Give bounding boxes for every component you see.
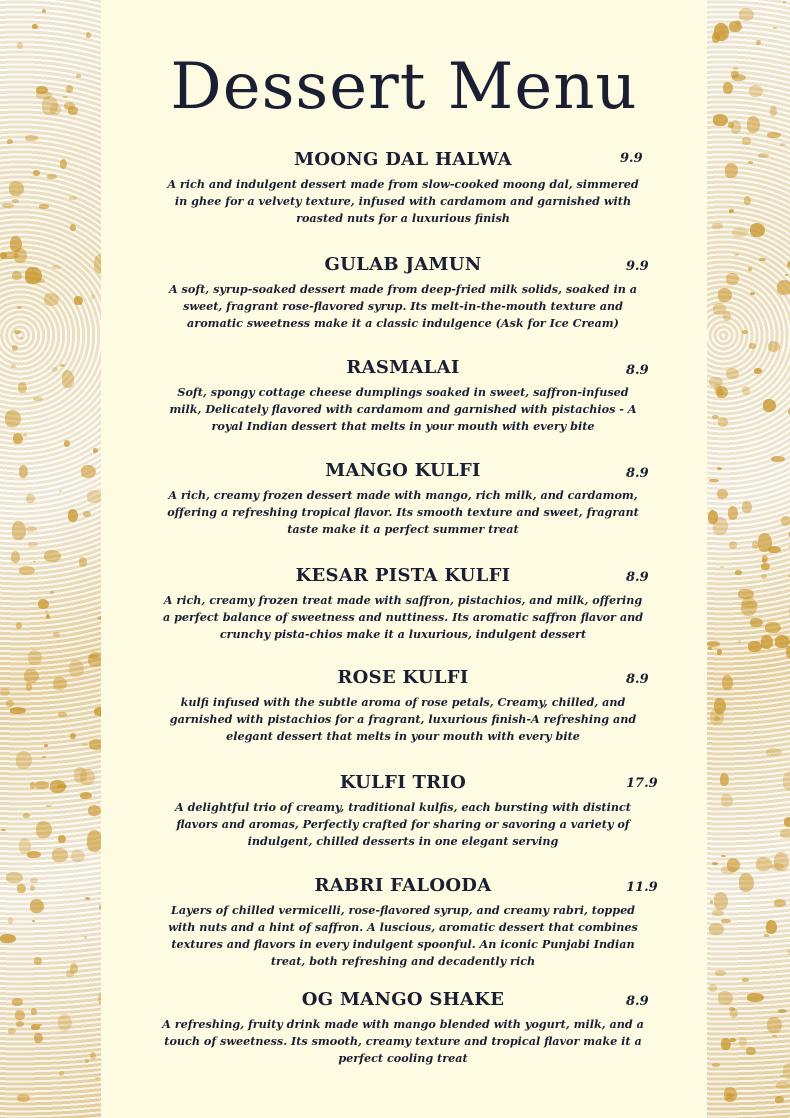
menu-item: [160, 148, 646, 227]
gold-fleck: [721, 855, 725, 857]
gold-fleck: [8, 917, 13, 924]
gold-fleck: [36, 821, 51, 838]
gold-fleck: [1, 829, 5, 831]
gold-fleck: [764, 934, 769, 936]
item-description: A rich and indulgent dessert made from slow-cooked moong dal, simmered in ghee for a velvety texture, infused with cardamom and garnished with roasted nuts for a luxurious finish: [167, 177, 639, 225]
gold-fleck: [13, 433, 24, 443]
gold-fleck: [709, 984, 717, 993]
gold-fleck: [12, 199, 19, 203]
gold-fleck: [709, 479, 718, 483]
gold-fleck: [723, 82, 733, 94]
gold-fleck: [91, 294, 96, 300]
item-name: MOONG DAL HALWA: [294, 149, 512, 170]
item-price: 8.9: [626, 363, 649, 378]
gold-fleck: [82, 743, 87, 746]
gold-fleck: [33, 170, 39, 176]
gold-fleck: [781, 516, 790, 526]
gold-fleck: [52, 265, 60, 269]
gold-fleck: [10, 707, 27, 714]
gold-fleck: [66, 970, 74, 976]
gold-fleck: [88, 652, 101, 666]
gold-fleck: [17, 884, 25, 894]
gold-fleck: [713, 517, 729, 536]
gold-fleck: [53, 677, 66, 689]
gold-fleck: [32, 920, 35, 922]
menu-item: [160, 356, 649, 435]
gold-fleck: [62, 370, 75, 388]
gold-fleck: [761, 563, 770, 569]
gold-fleck: [756, 857, 772, 872]
gold-fleck: [19, 566, 35, 575]
gold-marble-border-left: [0, 0, 101, 1118]
gold-fleck: [35, 781, 49, 789]
gold-fleck: [33, 397, 44, 402]
gold-fleck: [742, 978, 748, 982]
gold-fleck: [17, 1094, 29, 1102]
gold-fleck: [771, 863, 784, 870]
gold-fleck: [747, 116, 760, 133]
gold-fleck: [6, 872, 23, 883]
gold-fleck: [746, 1047, 756, 1055]
gold-fleck: [60, 159, 67, 169]
gold-fleck: [741, 597, 757, 616]
gold-fleck: [738, 589, 753, 599]
item-name: KULFI TRIO: [339, 772, 467, 793]
gold-fleck: [766, 920, 777, 933]
gold-fleck: [26, 526, 38, 532]
gold-fleck: [64, 440, 70, 447]
gold-fleck: [59, 1071, 64, 1076]
gold-fleck: [26, 494, 35, 503]
gold-fleck: [733, 67, 738, 70]
gold-fleck: [89, 739, 101, 750]
gold-fleck: [774, 899, 787, 907]
gold-fleck: [758, 533, 772, 552]
item-description: A delightful trio of creamy, traditional kulfis, each bursting with distinct flavors and aromas, Perfectly crafted for sharing or savoring a variety of indulgent, chilled desserts in one elegant serving: [175, 800, 631, 848]
gold-fleck: [52, 367, 59, 372]
gold-fleck: [44, 293, 59, 306]
gold-fleck: [69, 196, 77, 200]
item-description: A soft, syrup-soaked dessert made from deep-fried milk solids, soaked in a sweet, fragrant rose-flavored syrup. Its melt-in-the-mouth texture and aromatic sweetness make it a classic indulgence (Ask for Ice Cream): [168, 282, 638, 330]
gold-fleck: [87, 490, 101, 504]
gold-fleck: [30, 885, 35, 891]
gold-fleck: [714, 384, 722, 392]
gold-fleck: [30, 782, 36, 789]
gold-fleck: [750, 223, 765, 237]
gold-marble-border-right: [707, 0, 790, 1118]
gold-fleck: [707, 641, 719, 647]
gold-fleck: [30, 899, 44, 913]
gold-fleck: [15, 1010, 25, 1020]
gold-fleck: [721, 1038, 731, 1050]
gold-fleck: [749, 343, 756, 349]
gold-fleck: [23, 813, 30, 818]
item-name: MANGO KULFI: [325, 460, 481, 481]
gold-fleck: [714, 892, 728, 910]
gold-fleck: [7, 139, 13, 145]
gold-fleck: [721, 794, 733, 808]
gold-fleck: [71, 850, 85, 862]
gold-fleck: [747, 993, 763, 1001]
gold-fleck: [31, 1024, 39, 1029]
menu-item: [160, 253, 649, 332]
item-name: OG MANGO SHAKE: [301, 989, 505, 1010]
gold-fleck: [46, 805, 53, 808]
gold-fleck: [16, 622, 22, 629]
menu-title: Dessert Menu: [170, 50, 638, 124]
item-price: 17.9: [626, 776, 658, 791]
gold-fleck: [717, 489, 728, 499]
gold-fleck: [720, 773, 729, 786]
item-price: 8.9: [626, 466, 649, 481]
gold-fleck: [717, 649, 722, 655]
gold-fleck: [718, 288, 732, 302]
gold-fleck: [767, 1017, 782, 1034]
gold-fleck: [81, 465, 96, 479]
gold-fleck: [742, 386, 750, 395]
gold-fleck: [32, 24, 38, 29]
gold-fleck: [761, 574, 766, 578]
item-description: A rich, creamy frozen dessert made with mango, rich milk, and cardamom, offering a refreshing tropical flavor. Its smooth texture and sweet, fragrant taste make it a perfect summer treat: [167, 488, 639, 536]
gold-fleck: [717, 467, 722, 470]
item-name: RABRI FALOODA: [314, 875, 492, 896]
gold-fleck: [17, 42, 23, 50]
gold-fleck: [773, 27, 778, 29]
gold-fleck: [69, 660, 84, 677]
gold-fleck: [754, 368, 762, 374]
gold-fleck: [95, 1077, 100, 1079]
item-name: ROSE KULFI: [337, 667, 469, 688]
gold-fleck: [709, 923, 724, 936]
gold-fleck: [85, 1059, 89, 1063]
menu-item: [160, 874, 658, 970]
gold-fleck: [726, 273, 738, 285]
gold-fleck: [38, 599, 49, 609]
gold-fleck: [783, 1063, 790, 1079]
gold-fleck: [58, 835, 66, 843]
gold-fleck: [734, 253, 739, 256]
gold-fleck: [778, 1009, 787, 1013]
gold-fleck: [714, 716, 720, 721]
gold-fleck: [0, 934, 15, 943]
gold-fleck: [47, 174, 58, 179]
gold-fleck: [728, 122, 734, 128]
gold-fleck: [750, 292, 755, 295]
gold-fleck: [761, 635, 773, 648]
item-description: A rich, creamy frozen treat made with saffron, pistachios, and milk, offering a perfect balance of sweetness and nuttiness. Its aromatic saffron flavor and crunchy pista-chios make it a luxurious, indulgent dessert: [162, 593, 644, 641]
gold-fleck: [720, 566, 724, 568]
gold-fleck: [758, 153, 769, 158]
gold-fleck: [53, 632, 60, 637]
gold-fleck: [5, 410, 20, 427]
gold-fleck: [718, 417, 728, 427]
gold-fleck: [783, 771, 790, 790]
gold-fleck: [723, 311, 730, 321]
gold-fleck: [80, 792, 92, 799]
item-price: 11.9: [626, 880, 658, 895]
gold-fleck: [8, 1028, 16, 1034]
item-name: GULAB JAMUN: [324, 254, 482, 275]
gold-fleck: [742, 501, 752, 513]
gold-fleck: [19, 337, 23, 339]
gold-fleck: [84, 936, 87, 939]
gold-fleck: [16, 1021, 24, 1027]
gold-fleck: [756, 40, 761, 45]
gold-fleck: [25, 135, 38, 140]
gold-fleck: [58, 712, 67, 717]
gold-fleck: [708, 647, 712, 650]
gold-fleck: [19, 838, 31, 855]
gold-fleck: [12, 521, 26, 541]
item-name: RASMALAI: [346, 357, 460, 378]
gold-fleck: [45, 610, 48, 613]
gold-fleck: [94, 254, 101, 274]
gold-fleck: [12, 345, 18, 351]
gold-fleck: [12, 271, 22, 280]
gold-fleck: [739, 8, 754, 21]
item-description: Layers of chilled vermicelli, rose-flavored syrup, and creamy rabri, topped with nuts and a hint of saffron. A luscious, aromatic dessert that combines textures and flavors in every indulgent spoonful. An iconic Punjabi Indian treat, both refreshing and decadently rich: [168, 903, 638, 968]
gold-fleck: [36, 278, 44, 283]
gold-fleck: [759, 258, 765, 261]
gold-fleck: [23, 433, 27, 437]
gold-fleck: [10, 236, 22, 252]
gold-fleck: [725, 163, 738, 178]
item-description: Soft, spongy cottage cheese dumplings soaked in sweet, saffron-infused milk, Delicately flavored with cardamom and garnished with pistachios - A royal Indian dessert that melts in your mouth with every bite: [169, 385, 637, 433]
gold-fleck: [776, 1082, 790, 1089]
gold-fleck: [772, 1035, 777, 1038]
gold-fleck: [735, 570, 743, 575]
item-price: 9.9: [626, 259, 649, 274]
gold-fleck: [34, 957, 42, 965]
gold-fleck: [712, 910, 723, 916]
gold-fleck: [713, 114, 728, 127]
gold-fleck: [763, 399, 776, 412]
gold-fleck: [785, 274, 788, 275]
gold-fleck: [710, 900, 713, 905]
gold-fleck: [9, 181, 25, 196]
gold-fleck: [721, 919, 731, 923]
gold-fleck: [46, 614, 50, 618]
gold-fleck: [60, 364, 65, 367]
gold-fleck: [50, 103, 61, 115]
gold-fleck: [94, 707, 101, 716]
gold-fleck: [50, 591, 54, 593]
gold-fleck: [68, 509, 78, 522]
gold-fleck: [738, 640, 741, 643]
gold-fleck: [748, 267, 752, 271]
gold-fleck: [27, 851, 40, 858]
gold-fleck: [11, 551, 20, 563]
item-description: A refreshing, fruity drink made with mango blended with yogurt, milk, and a touch of sweetness. Its smooth, creamy texture and tropical flavor make it a perfect cooling treat: [162, 1017, 644, 1065]
gold-fleck: [722, 675, 734, 690]
gold-fleck: [739, 873, 754, 892]
gold-fleck: [748, 641, 762, 652]
gold-fleck: [19, 465, 28, 477]
item-price: 8.9: [626, 570, 649, 585]
gold-fleck: [74, 767, 87, 782]
gold-fleck: [777, 280, 790, 295]
gold-fleck: [26, 683, 33, 691]
gold-fleck: [12, 998, 22, 1007]
gold-fleck: [780, 829, 790, 839]
gold-fleck: [765, 622, 781, 634]
gold-fleck: [726, 368, 739, 379]
item-price: 9.9: [620, 151, 643, 166]
gold-fleck: [70, 224, 76, 231]
gold-fleck: [68, 106, 78, 115]
gold-fleck: [36, 91, 52, 99]
gold-fleck: [63, 96, 68, 98]
gold-fleck: [44, 550, 60, 562]
gold-fleck: [28, 650, 42, 666]
gold-fleck: [85, 897, 90, 900]
gold-fleck: [730, 1038, 735, 1041]
gold-fleck: [74, 296, 83, 305]
gold-fleck: [770, 106, 777, 116]
gold-fleck: [59, 490, 62, 492]
gold-fleck: [14, 330, 21, 334]
gold-fleck: [729, 541, 737, 549]
gold-fleck: [729, 21, 742, 32]
gold-fleck: [742, 137, 752, 144]
gold-fleck: [93, 448, 97, 453]
gold-fleck: [2, 203, 14, 208]
gold-fleck: [767, 132, 781, 139]
gold-fleck: [749, 85, 763, 97]
gold-fleck: [783, 1, 786, 3]
menu-item: [160, 564, 649, 643]
item-price: 8.9: [626, 994, 649, 1009]
gold-fleck: [739, 1037, 747, 1047]
gold-fleck: [86, 32, 91, 37]
gold-fleck: [715, 970, 725, 976]
item-price: 8.9: [626, 672, 649, 687]
gold-fleck: [712, 862, 719, 865]
gold-fleck: [712, 1063, 720, 1066]
gold-fleck: [30, 878, 38, 883]
gold-fleck: [768, 341, 781, 352]
gold-fleck: [11, 364, 16, 368]
gold-fleck: [17, 306, 22, 309]
gold-fleck: [762, 558, 767, 562]
gold-fleck: [24, 669, 39, 682]
gold-fleck: [79, 557, 87, 567]
gold-fleck: [771, 456, 785, 462]
gold-fleck: [52, 848, 68, 863]
gold-fleck: [16, 751, 33, 769]
gold-fleck: [33, 561, 36, 563]
menu-item: [160, 988, 649, 1067]
item-description: kulfi infused with the subtle aroma of rose petals, Creamy, chilled, and garnished with pistachios for a fragrant, luxurious finish-A refreshing and elegant dessert that melts in your mouth with every bite: [169, 695, 637, 743]
gold-fleck: [766, 748, 782, 756]
gold-fleck: [76, 74, 80, 78]
gold-fleck: [44, 744, 48, 747]
menu-item: [160, 459, 649, 538]
gold-fleck: [0, 688, 10, 696]
gold-fleck: [83, 511, 92, 517]
gold-fleck: [748, 161, 753, 164]
gold-fleck: [786, 645, 790, 659]
gold-fleck: [42, 9, 47, 13]
gold-fleck: [728, 506, 739, 520]
gold-fleck: [57, 784, 67, 788]
gold-fleck: [775, 1096, 784, 1103]
gold-fleck: [88, 805, 101, 815]
gold-fleck: [70, 733, 75, 739]
gold-fleck: [712, 32, 720, 42]
gold-fleck: [6, 700, 13, 707]
gold-fleck: [39, 204, 49, 208]
gold-fleck: [90, 1052, 96, 1058]
gold-fleck: [729, 209, 734, 214]
gold-fleck: [732, 228, 748, 237]
gold-fleck: [721, 866, 736, 875]
gold-fleck: [718, 991, 733, 1004]
item-name: KESAR PISTA KULFI: [295, 565, 511, 586]
gold-fleck: [731, 71, 738, 77]
gold-fleck: [724, 1087, 737, 1102]
gold-fleck: [28, 542, 38, 546]
menu-item: [160, 666, 649, 745]
gold-fleck: [780, 143, 786, 146]
gold-fleck: [18, 382, 27, 393]
menu-item: [160, 771, 658, 850]
gold-fleck: [34, 1033, 43, 1044]
gold-fleck: [712, 223, 723, 229]
gold-fleck: [58, 1014, 73, 1031]
gold-fleck: [750, 618, 762, 627]
gold-fleck: [42, 756, 46, 758]
gold-fleck: [66, 85, 73, 93]
gold-fleck: [744, 196, 751, 205]
gold-fleck: [784, 817, 790, 827]
gold-fleck: [87, 830, 101, 852]
gold-fleck: [742, 330, 748, 334]
gold-fleck: [31, 1008, 37, 1015]
